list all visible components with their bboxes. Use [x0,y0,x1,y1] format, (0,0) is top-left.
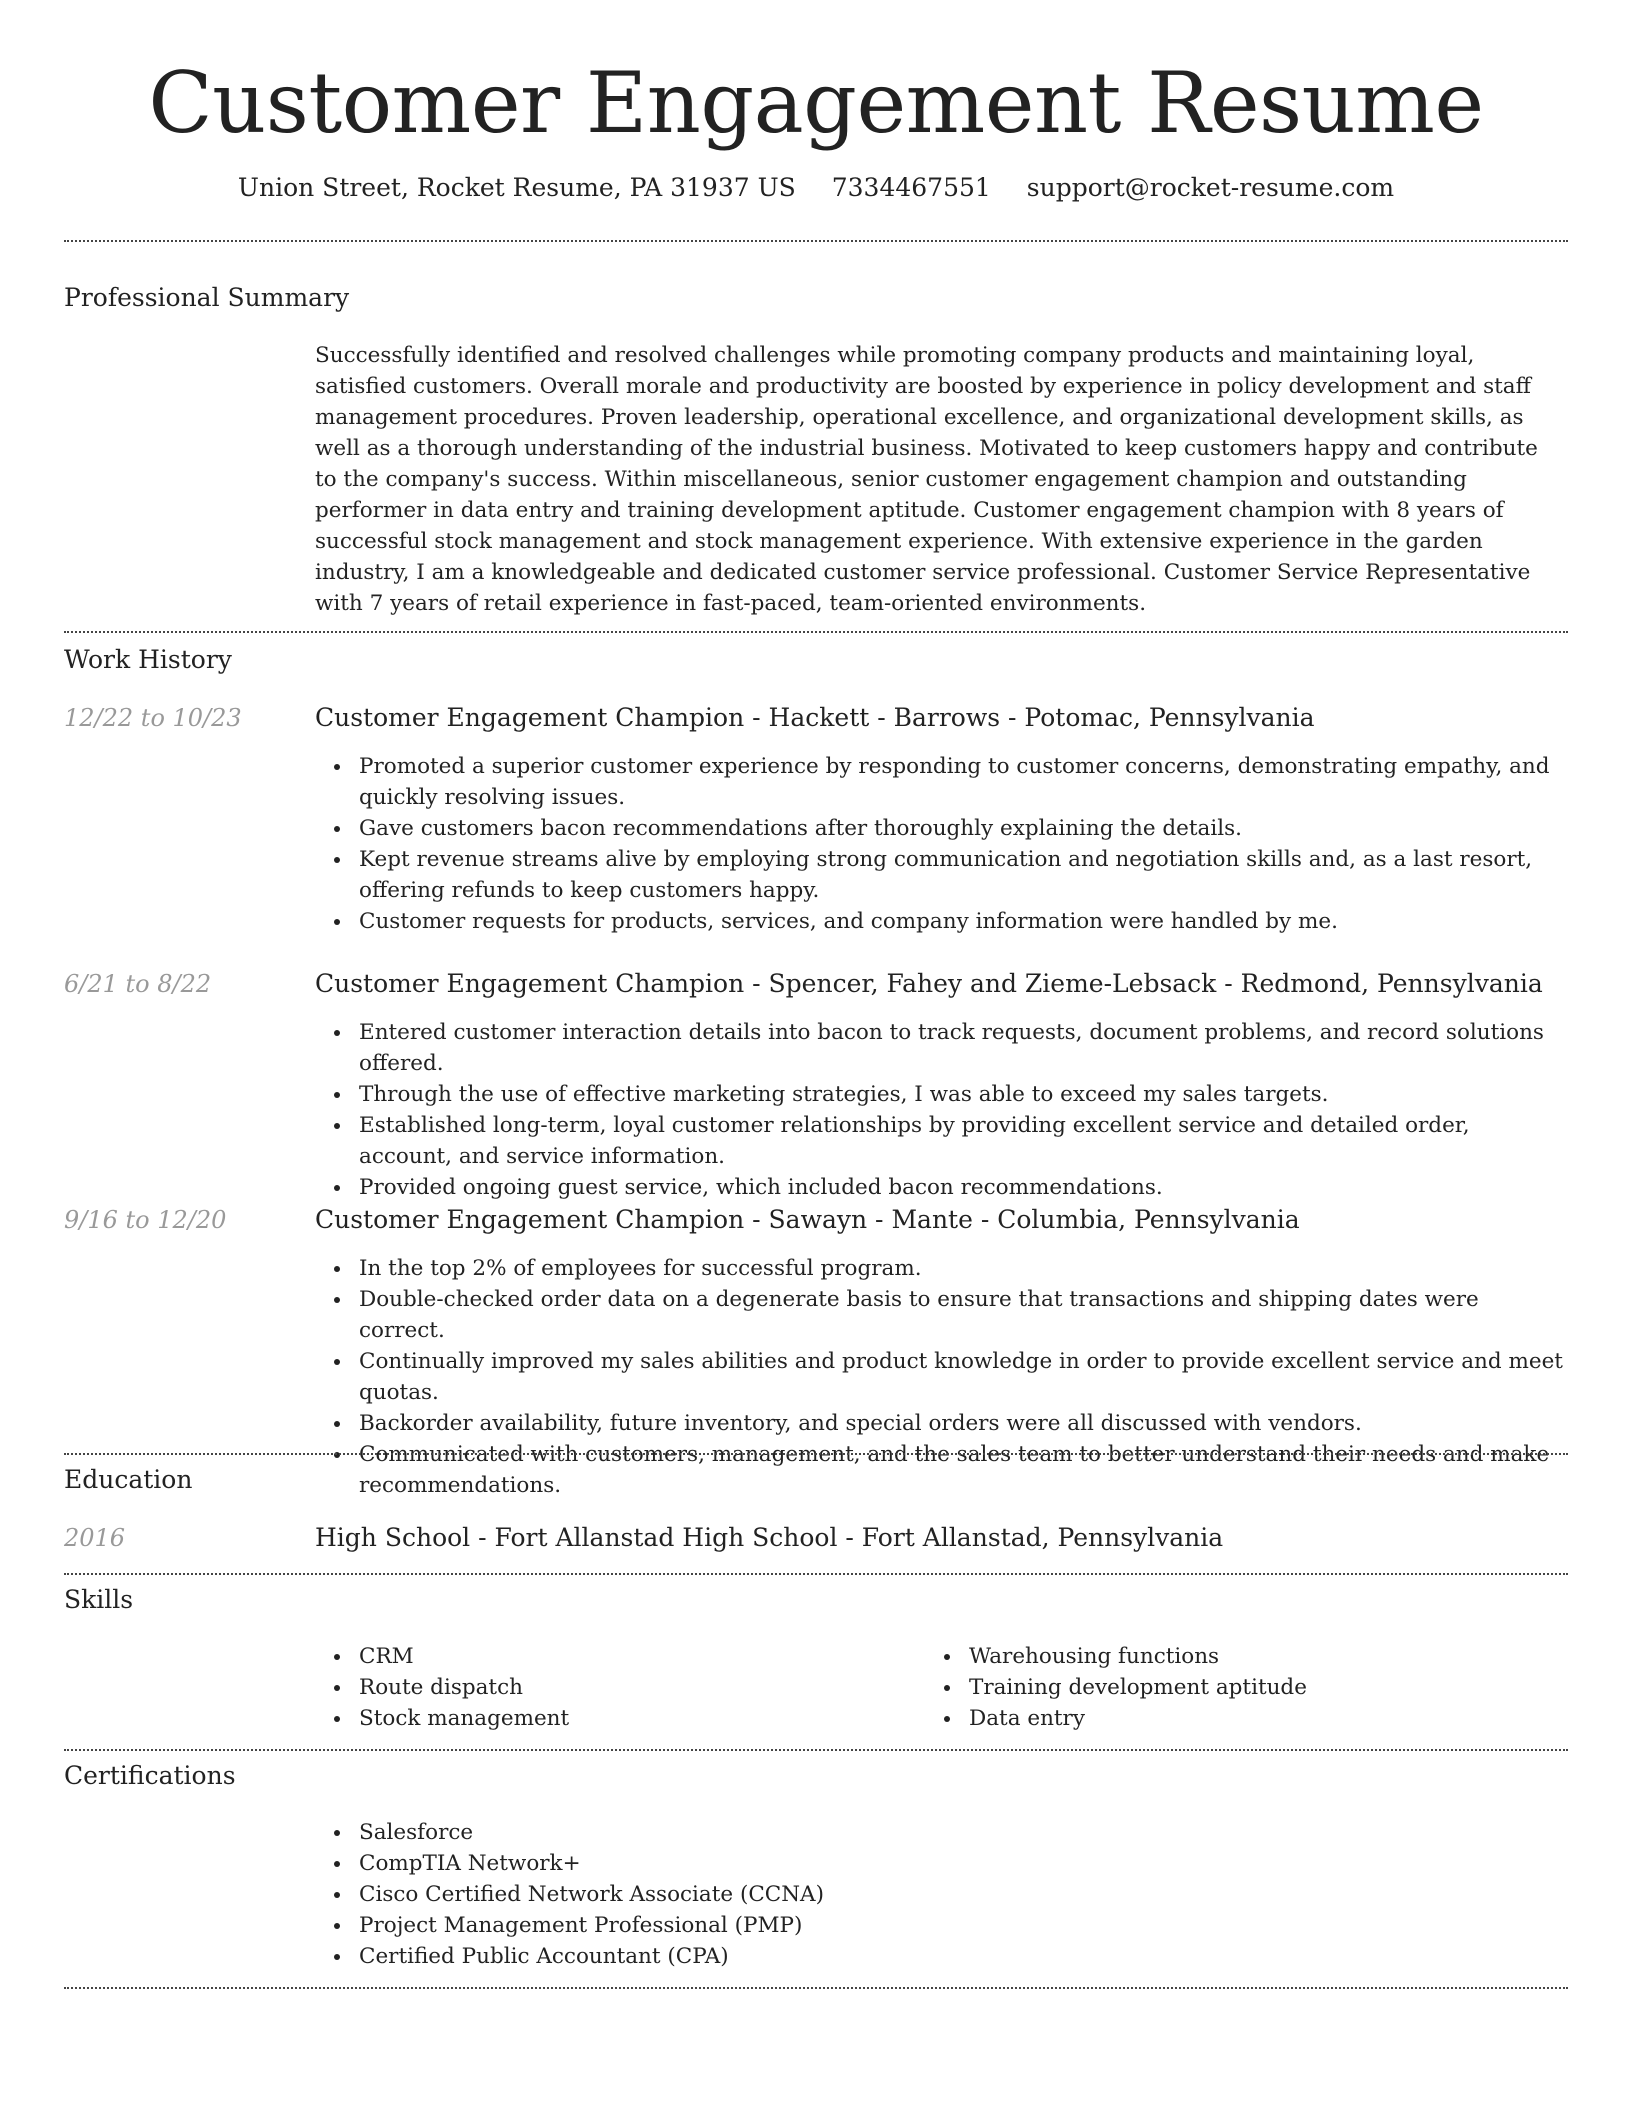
list-item: Through the use of effective marketing strategies, I was able to exceed my sales targets. [359,1079,1565,1110]
section-title-education: Education [64,1465,193,1494]
contact-phone: 7334467551 [831,173,991,202]
list-item: Cisco Certified Network Associate (CCNA) [359,1879,1565,1910]
divider [64,1573,1568,1575]
list-item: Promoted a superior customer experience by responding to customer concerns, demonstrating empathy, and quickly resolving issues. [359,751,1565,813]
divider [64,240,1568,242]
list-item: Entered customer interaction details into bacon to track requests, document problems, and record solutions offered. [359,1017,1565,1079]
divider [64,631,1568,633]
skills-list-right [925,1641,1505,1734]
skills-list-left [315,1641,895,1734]
divider [64,1453,1568,1455]
job-dates: 6/21 to 8/22 [64,970,212,998]
job-title: Customer Engagement Champion - Sawayn - Mante - Columbia, Pennsylvania [315,1205,1300,1234]
list-item: Kept revenue streams alive by employing strong communication and negotiation skills and, as a last resort, offering refunds to keep customers happy. [359,844,1565,906]
list-item: Training development aptitude [969,1672,1505,1703]
list-item: Backorder availability, future inventory, and special orders were all discussed with vendors. [359,1408,1565,1439]
job-dates: 12/22 to 10/23 [64,704,242,732]
resume-title: Customer Engagement Resume [148,54,1484,152]
education-title: High School - Fort Allanstad High School - Fort Allanstad, Pennsylvania [315,1523,1224,1552]
certifications-list [315,1817,1565,1972]
list-item: Project Management Professional (PMP) [359,1910,1565,1941]
job-title: Customer Engagement Champion - Spencer, Fahey and Zieme-Lebsack - Redmond, Pennsylvania [315,969,1543,998]
section-title-summary: Professional Summary [64,283,350,312]
list-item: Customer requests for products, services, and company information were handled by me. [359,906,1565,937]
contact-address: Union Street, Rocket Resume, PA 31937 US [237,173,796,202]
list-item: Communicated with customers, management, and the sales team to better understand their needs and make recommendations. [359,1439,1565,1501]
contact-line [0,170,1632,206]
divider [64,1749,1568,1751]
job-bullets [315,1017,1565,1203]
job-title: Customer Engagement Champion - Hackett - Barrows - Potomac, Pennsylvania [315,703,1315,732]
list-item: Salesforce [359,1817,1565,1848]
contact-email: support@rocket-resume.com [1026,173,1395,202]
divider [64,1987,1568,1989]
list-item: CRM [359,1641,895,1672]
section-title-certifications: Certifications [64,1761,236,1790]
list-item: Data entry [969,1703,1505,1734]
list-item: Continually improved my sales abilities and product knowledge in order to provide excellent service and meet quotas. [359,1346,1565,1408]
list-item: Gave customers bacon recommendations after thoroughly explaining the details. [359,813,1565,844]
list-item: CompTIA Network+ [359,1848,1565,1879]
list-item: Provided ongoing guest service, which included bacon recommendations. [359,1172,1565,1203]
list-item: Certified Public Accountant (CPA) [359,1941,1565,1972]
job-bullets [315,1253,1565,1501]
section-title-work: Work History [64,645,232,674]
job-dates: 9/16 to 12/20 [64,1206,227,1234]
education-year: 2016 [64,1524,126,1552]
list-item: Stock management [359,1703,895,1734]
list-item: Double-checked order data on a degenerate basis to ensure that transactions and shipping dates were correct. [359,1284,1565,1346]
summary-text: Successfully identified and resolved challenges while promoting company products and maintaining loyal, satisfied customers. Overall morale and productivity are boosted by experience in policy development and staff management procedures. Proven leadership, operational excellence, and organizational development skills, as well as a thorough understanding of the industrial business. Motivated to keep customers happy and contribute to the company's success. Within miscellaneous, senior customer engagement champion and outstanding performer in data entry and training development aptitude. Customer engagement champion with 8 years of successful stock management and stock management experience. With extensive experience in the garden industry, I am a knowledgeable and dedicated customer service professional. Customer Service Representative with 7 years of retail experience in fast-paced, team-oriented environments. [315,343,1538,616]
list-item: Established long-term, loyal customer relationships by providing excellent service and detailed order, account, and service information. [359,1110,1565,1172]
list-item: Route dispatch [359,1672,895,1703]
list-item: Warehousing functions [969,1641,1505,1672]
list-item: In the top 2% of employees for successful program. [359,1253,1565,1284]
job-bullets [315,751,1565,937]
section-title-skills: Skills [64,1585,134,1614]
